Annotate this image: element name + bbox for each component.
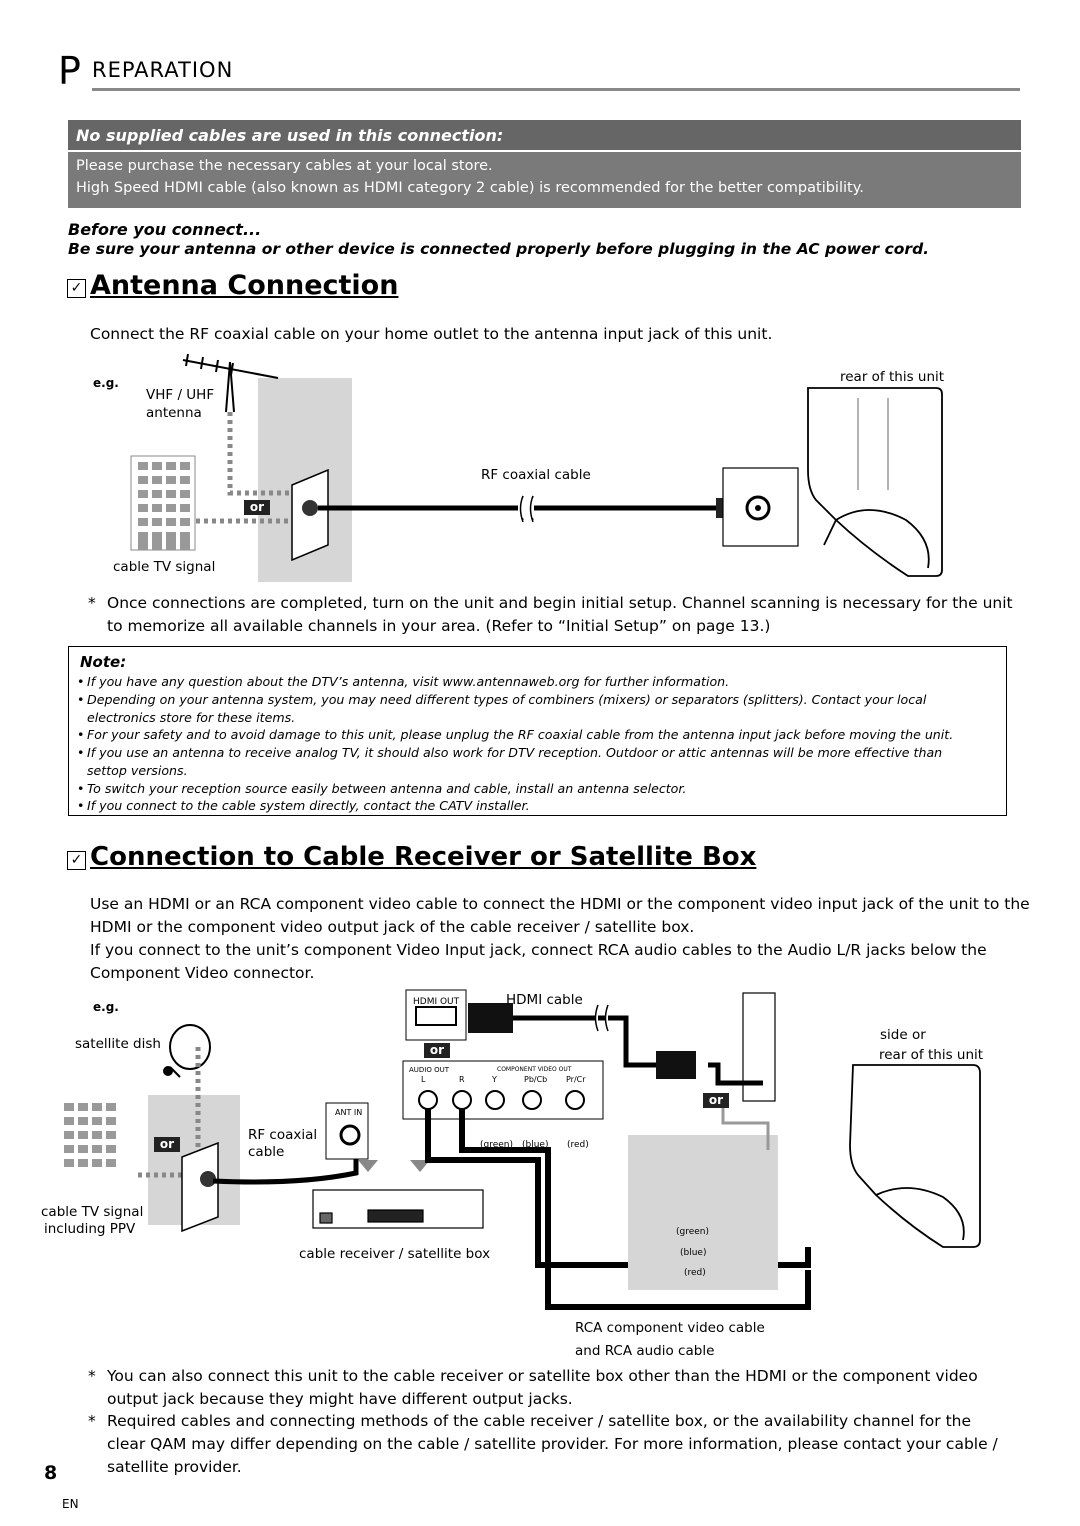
or-badge: or [424,1043,450,1058]
notice-line-1: Please purchase the necessary cables at your local store. [76,158,493,174]
footnote-mark: * [88,594,96,612]
jack-pb-label: Pb/Cb [524,1075,548,1084]
comp-out-label: COMPONENT VIDEO OUT [497,1066,572,1073]
note-item: • Depending on your antenna system, you may need different types of combiners (mixers) or separators (splitters). Contact your local [77,692,927,707]
antenna-intro: Connect the RF coaxial cable on your home outlet to the antenna input jack of this unit. [90,325,773,343]
satellite-dish-icon [164,1025,210,1077]
antenna-footnote-2: to memorize all available channels in your area. (Refer to “Initial Setup” on page 13.) [107,617,771,635]
ppv-label: including PPV [44,1221,136,1237]
cable-fn1a: You can also connect this unit to the cable receiver or satellite box other than the HDMI or the component video [107,1367,978,1385]
hdmi-out-label: HDMI OUT [413,997,460,1007]
page-number: 8 [44,1462,58,1484]
hdmi-cable-label: HDMI cable [506,992,583,1008]
note-title: Note: [80,653,127,671]
cable-fn2b: clear QAM may differ depending on the cable / satellite provider. For more information, please contact your cable / [107,1435,998,1453]
green-label: (green) [480,1140,514,1150]
antenna-footnote-1: Once connections are completed, turn on the unit and begin initial setup. Channel scanning is necessary for the unit [107,594,1013,612]
rf-cable-label: RF coaxial cable [481,467,591,483]
blue-label-2: (blue) [680,1248,707,1258]
or-badge: or [703,1093,729,1108]
lang-label: EN [62,1497,79,1511]
green-label-2: (green) [676,1227,710,1237]
note-item: • To switch your reception source easily between antenna and cable, install an antenna selector. [77,781,687,796]
before-title: Before you connect... [68,220,262,239]
eg-label: e.g. [93,376,119,390]
receiver-icon [313,1190,483,1228]
checkbox-icon: ✓ [67,279,86,298]
eg-label: e.g. [93,1000,119,1014]
header-rule [92,88,1020,91]
cable-tv-label: cable TV signal [41,1204,144,1220]
footnote-mark: * [88,1412,96,1430]
checkbox-icon: ✓ [67,851,86,870]
jack-l-label: L [421,1075,426,1084]
note-item-cont: settop versions. [87,763,188,778]
ant-in-label: ANT IN [335,1108,363,1117]
antenna-section-title: Antenna Connection [90,270,399,301]
cable-diagram [38,985,1020,1325]
notice-title: No supplied cables are used in this connection: [68,120,1021,152]
jack-y-label: Y [492,1075,497,1084]
note-item: • If you use an antenna to receive analog TV, it should also work for DTV reception. Outdoor or attic antennas will be more effective than [77,745,943,760]
building-icon [131,456,195,550]
tv-side-icon [850,1065,980,1247]
rf-cable-label: cable [248,1144,285,1160]
header-initial: P [58,49,81,93]
cable-fn2c: satellite provider. [107,1458,242,1476]
note-item-cont: electronics store for these items. [87,710,296,725]
red-label: (red) [567,1140,589,1150]
note-item: • If you have any question about the DTV’s antenna, visit www.antennaweb.org for further information. [77,674,730,689]
note-item: • If you connect to the cable system directly, contact the CATV installer. [77,798,530,813]
cable-p1a: Use an HDMI or an RCA component video cable to connect the HDMI or the component video input jack of the unit to the [90,895,1030,913]
cable-p1b: HDMI or the component video output jack of the cable receiver / satellite box. [90,918,695,936]
blue-label: (blue) [522,1140,549,1150]
page-title: REPARATION [92,58,234,82]
notice-box [68,120,1021,208]
note-item: • For your safety and to avoid damage to this unit, please unplug the RF coaxial cable from the antenna input jack before moving the unit. [77,727,954,742]
notice-line-2: High Speed HDMI cable (also known as HDMI category 2 cable) is recommended for the better compatibility. [76,180,864,196]
jack-r-label: R [459,1075,465,1084]
audio-out-label: AUDIO OUT [409,1066,450,1074]
rca-label-1: RCA component video cable [575,1320,765,1336]
tv-rear-icon [808,388,942,576]
cable-p2b: Component Video connector. [90,964,315,982]
note-box [68,646,1007,816]
cable-section-title: Connection to Cable Receiver or Satellite Box [90,842,757,872]
rear-label: rear of this unit [840,369,945,385]
cable-fn2a: Required cables and connecting methods of the cable receiver / satellite box, or the availability channel for the [107,1412,972,1430]
red-label-2: (red) [684,1268,706,1278]
before-text: Be sure your antenna or other device is connected properly before plugging in the AC power cord. [68,240,930,258]
or-badge: or [154,1137,180,1152]
rf-coaxial-label: RF coaxial [248,1127,318,1143]
cable-fn1b: output jack because they might have different output jacks. [107,1390,573,1408]
vhf-label: VHF / UHF [146,387,215,403]
jack-pr-label: Pr/Cr [566,1075,586,1084]
rear-label: rear of this unit [879,1047,984,1063]
cable-p2a: If you connect to the unit’s component Video Input jack, connect RCA audio cables to the Audio L/R jacks below the [90,941,987,959]
footnote-mark: * [88,1367,96,1385]
antenna-label: antenna [146,405,202,421]
cable-tv-label: cable TV signal [113,559,216,575]
or-badge: or [244,500,270,515]
receiver-label: cable receiver / satellite box [299,1246,491,1262]
side-or-label: side or [880,1027,926,1043]
rca-label-2: and RCA audio cable [575,1343,715,1359]
satellite-dish-label: satellite dish [75,1036,161,1052]
